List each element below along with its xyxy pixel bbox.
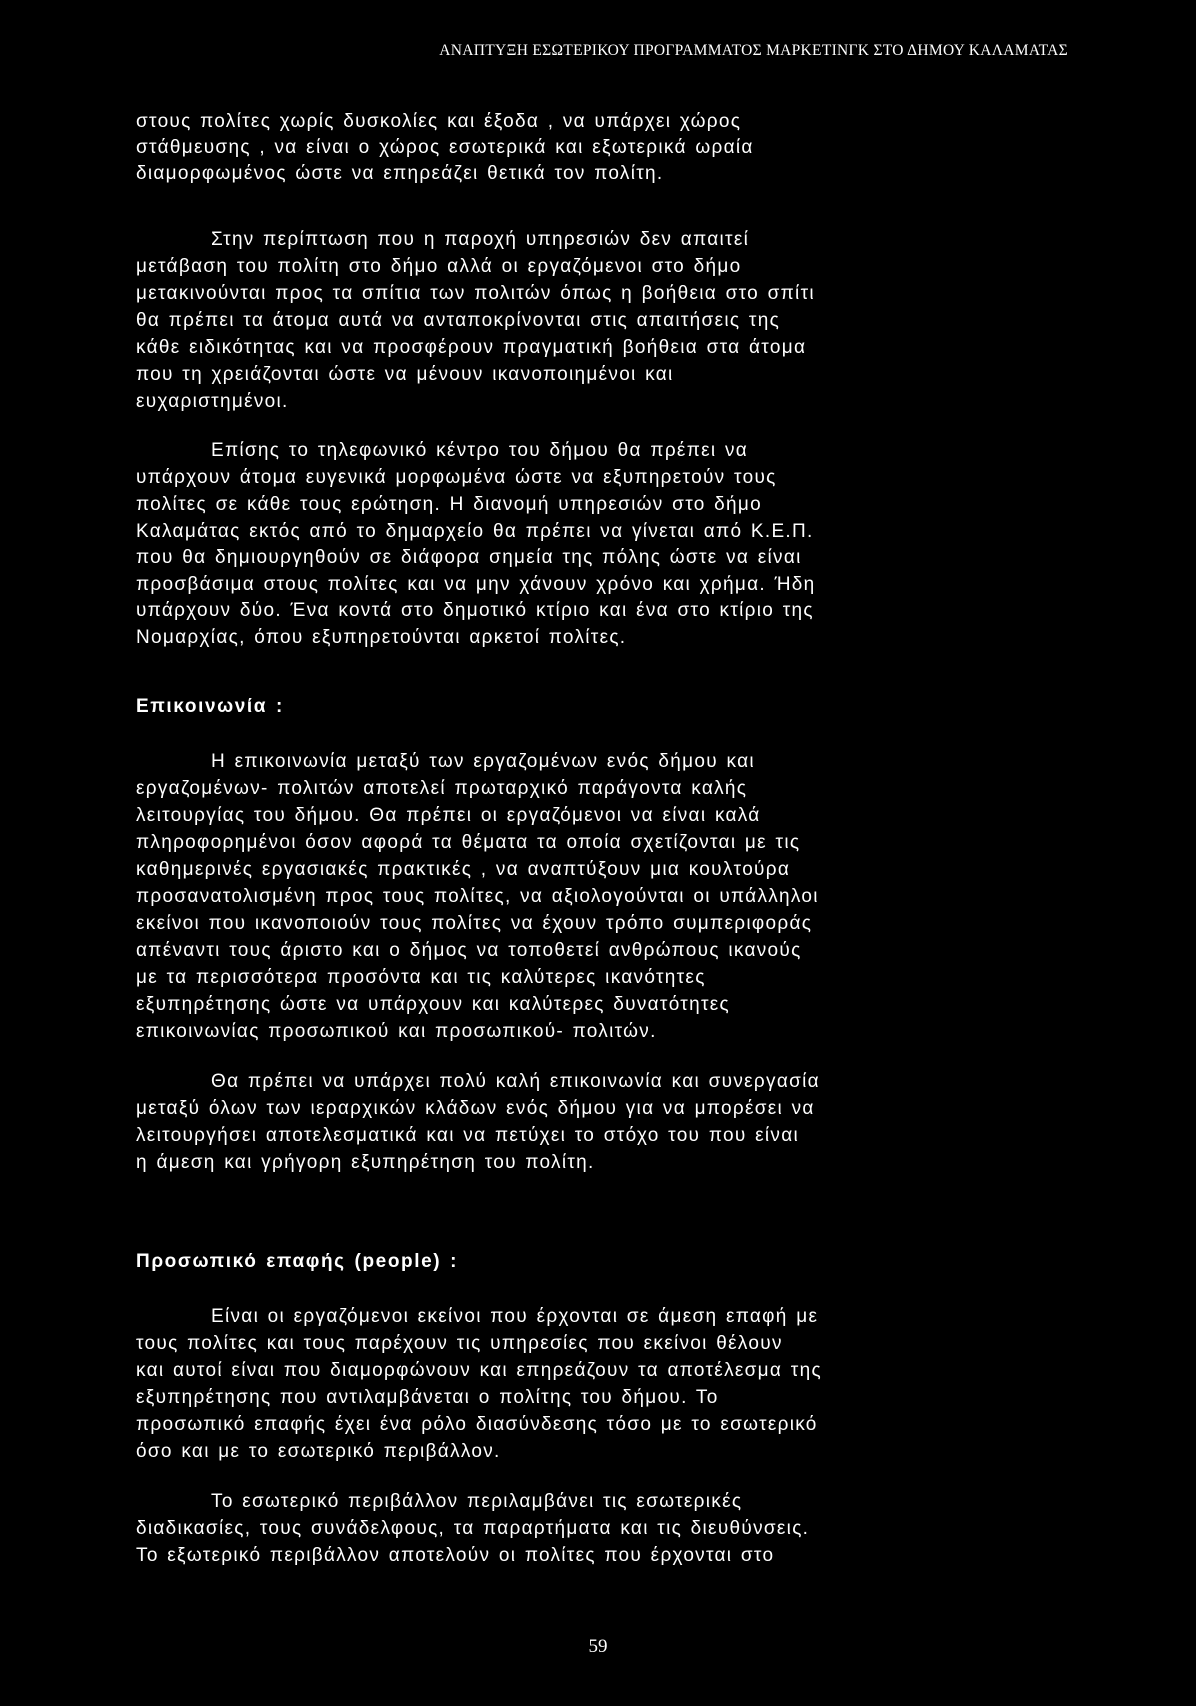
text-line: μετακινούνται προς τα σπίτια των πολιτών όπως η βοήθεια στο σπίτι (136, 283, 815, 304)
text-line: όσο και με το εσωτερικό περιβάλλον. (136, 1441, 501, 1462)
section-heading-contact-personnel: Προσωπικό επαφής (people) : (136, 1251, 459, 1272)
text-line: υπάρχουν δύο. Ένα κοντά στο δημοτικό κτίριο και ένα στο κτίριο της (136, 600, 814, 621)
text-line: Είναι οι εργαζόμενοι εκείνοι που έρχονται σε άμεση επαφή με (211, 1306, 819, 1327)
text-line: υπάρχουν άτομα ευγενικά μορφωμένα ώστε να εξυπηρετούν τους (136, 467, 777, 488)
text-line: εκείνοι που ικανοποιούν τους πολίτες να έχουν τρόπο συμπεριφοράς (136, 913, 813, 934)
text-line: Επίσης το τηλεφωνικό κέντρο του δήμου θα πρέπει να (211, 440, 749, 461)
text-line: πολίτες σε κάθε τους ερώτηση. Η διανομή υπηρεσιών στο δήμο (136, 494, 763, 515)
text-line: λειτουργίας του δήμου. Θα πρέπει οι εργαζόμενοι να είναι καλά (136, 805, 761, 826)
text-line: κάθε ειδικότητας και να προσφέρουν πραγματική βοήθεια στα άτομα (136, 337, 807, 358)
text-line: που θα δημιουργηθούν σε διάφορα σημεία της πόλης ώστε να είναι (136, 547, 802, 568)
page-number: 59 (588, 1636, 608, 1657)
text-line: ευχαριστημένοι. (136, 391, 289, 412)
text-line: στάθμευσης , να είναι ο χώρος εσωτερικά και εξωτερικά ωραία (136, 137, 754, 158)
text-line: Το εξωτερικό περιβάλλον αποτελούν οι πολίτες που έρχονται στο (136, 1545, 775, 1566)
text-line: Καλαμάτας εκτός από το δημαρχείο θα πρέπει να γίνεται από Κ.Ε.Π. (136, 521, 814, 542)
text-line: καθημερινές εργασιακές πρακτικές , να αναπτύξουν μια κουλτούρα (136, 859, 791, 880)
text-line: πληροφορημένοι όσον αφορά τα θέματα τα οποία σχετίζονται με τις (136, 832, 801, 853)
text-line: Στην περίπτωση που η παροχή υπηρεσιών δεν απαιτεί (211, 229, 750, 250)
text-line: εξυπηρέτησης που αντιλαμβάνεται ο πολίτης του δήμου. Το (136, 1387, 719, 1408)
text-line: επικοινωνίας προσωπικού και προσωπικού- πολιτών. (136, 1021, 657, 1042)
text-line: απέναντι τους άριστο και ο δήμος να τοποθετεί ανθρώπους ικανούς (136, 940, 802, 961)
text-line: Νομαρχίας, όπου εξυπηρετούνται αρκετοί πολίτες. (136, 627, 627, 648)
text-line: Η επικοινωνία μεταξύ των εργαζομένων ενός δήμου και (211, 751, 755, 772)
text-line: προσωπικό επαφής έχει ένα ρόλο διασύνδεσης τόσο με το εσωτερικό (136, 1414, 818, 1435)
text-line: μετάβαση του πολίτη στο δήμο αλλά οι εργαζόμενοι στο δήμο (136, 256, 742, 277)
text-line: Θα πρέπει να υπάρχει πολύ καλή επικοινωνία και συνεργασία (211, 1071, 820, 1092)
text-line: και αυτοί είναι που διαμορφώνουν και επηρεάζουν τα αποτέλεσμα της (136, 1360, 822, 1381)
text-line: τους πολίτες και τους παρέχουν τις υπηρεσίες που εκείνοι θέλουν (136, 1333, 783, 1354)
text-line: Το εσωτερικό περιβάλλον περιλαμβάνει τις εσωτερικές (211, 1491, 743, 1512)
section-heading-communication: Επικοινωνία : (136, 696, 284, 717)
text-line: λειτουργήσει αποτελεσματικά και να πετύχει το στόχο του που είναι (136, 1125, 799, 1146)
text-line: διαμορφωμένος ώστε να επηρεάζει θετικά τον πολίτη. (136, 163, 664, 184)
text-line: η άμεση και γρήγορη εξυπηρέτηση του πολίτη. (136, 1152, 595, 1173)
text-line: εργαζομένων- πολιτών αποτελεί πρωταρχικό παράγοντα καλής (136, 778, 748, 799)
text-line: με τα περισσότερα προσόντα και τις καλύτερες ικανότητες (136, 967, 706, 988)
text-line: στους πολίτες χωρίς δυσκολίες και έξοδα , να υπάρχει χώρος (136, 111, 742, 132)
text-line: προσανατολισμένη προς τους πολίτες, να αξιολογούνται οι υπάλληλοι (136, 886, 819, 907)
text-line: θα πρέπει τα άτομα αυτά να ανταποκρίνονται στις απαιτήσεις της (136, 310, 781, 331)
text-line: που τη χρειάζονται ώστε να μένουν ικανοποιημένοι και (136, 364, 674, 385)
text-line: διαδικασίες, τους συνάδελφους, τα παραρτήματα και τις διευθύνσεις. (136, 1518, 810, 1539)
running-header: ΑΝΑΠΤΥΞΗ ΕΣΩΤΕΡΙΚΟΥ ΠΡΟΓΡΑΜΜΑΤΟΣ ΜΑΡΚΕΤΙΝΓΚ ΣΤΟ ΔΗΜΟΥ ΚΑΛΑΜΑΤΑΣ (439, 42, 1068, 59)
text-line: μεταξύ όλων των ιεραρχικών κλάδων ενός δήμου για να μπορέσει να (136, 1098, 815, 1119)
text-line: προσβάσιμα στους πολίτες και να μην χάνουν χρόνο και χρήμα. Ήδη (136, 574, 816, 595)
text-line: εξυπηρέτησης ώστε να υπάρχουν και καλύτερες δυνατότητες (136, 994, 731, 1015)
